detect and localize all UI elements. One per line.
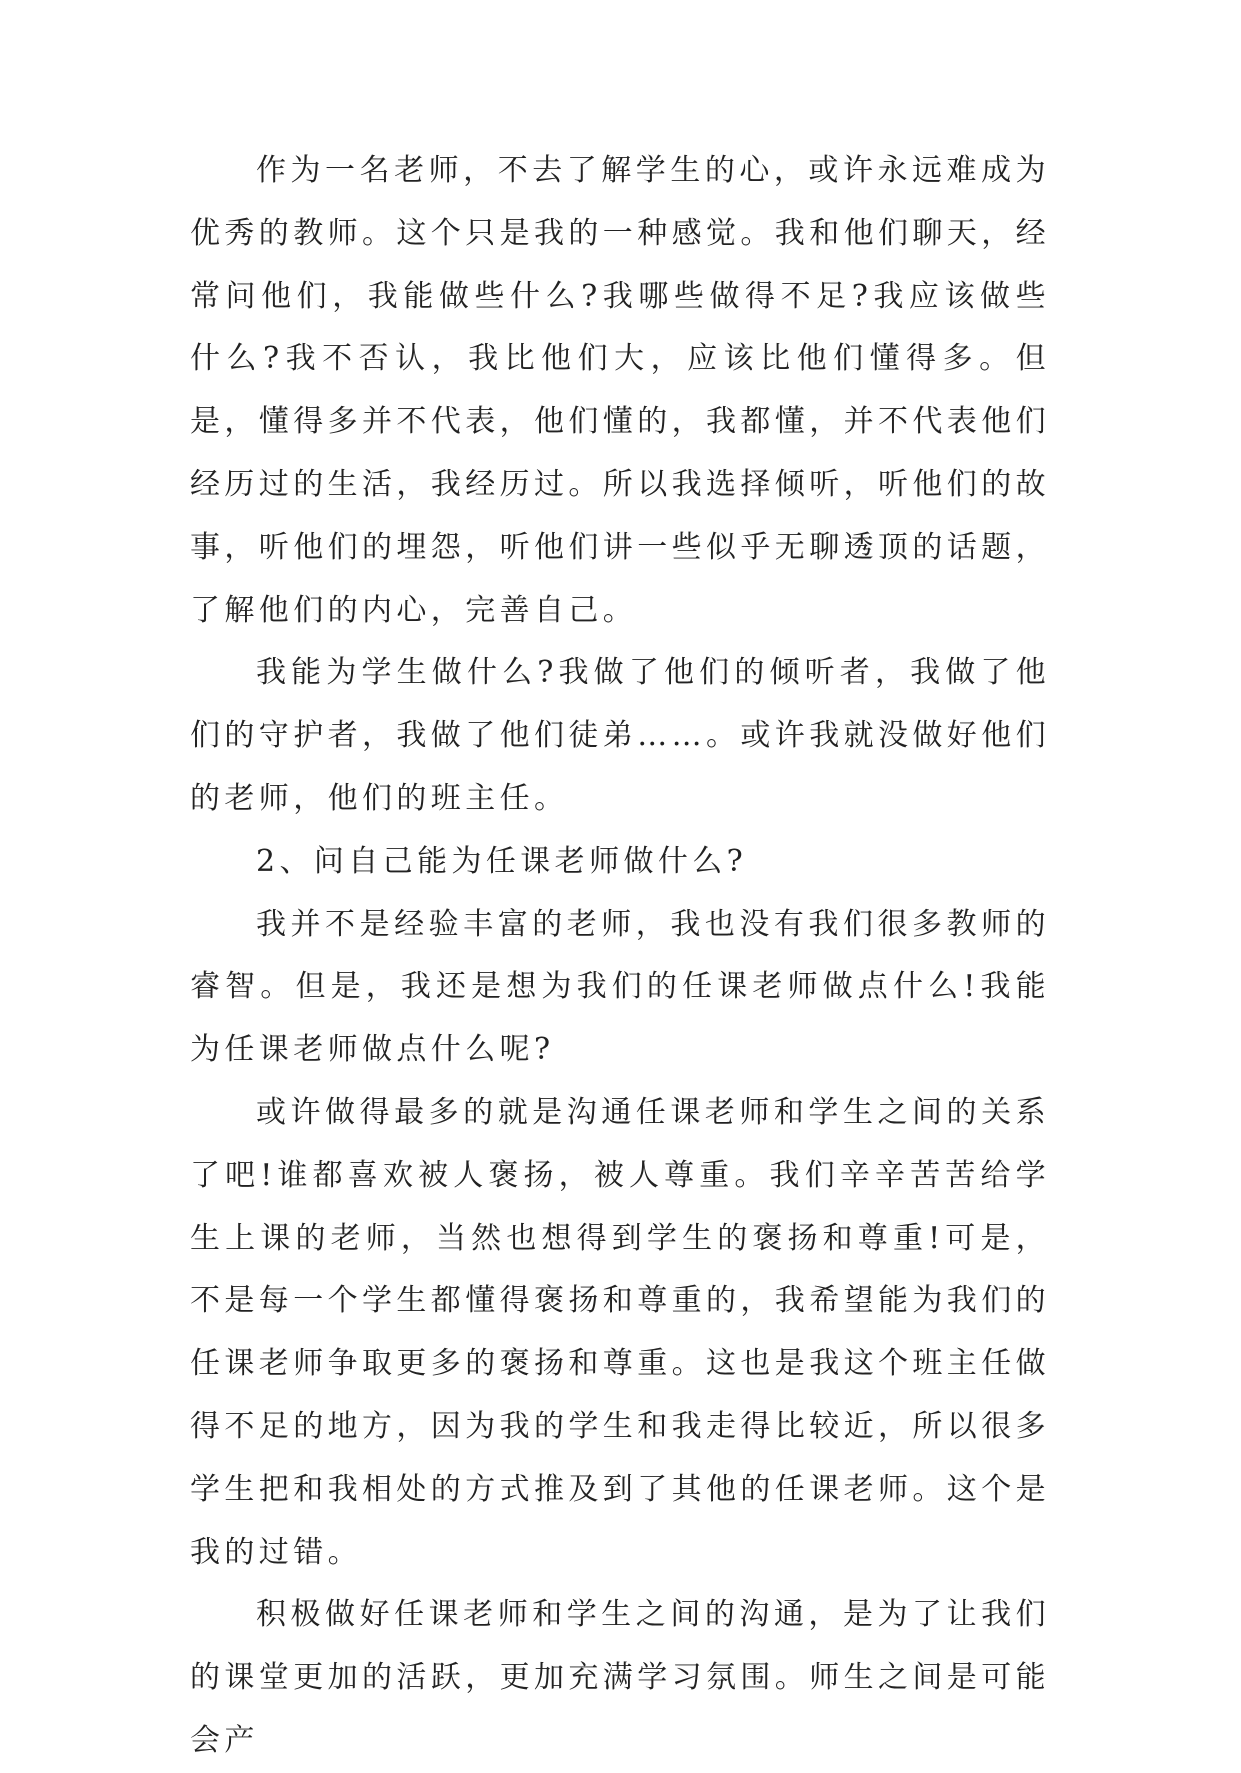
paragraph-1: 作为一名老师，不去了解学生的心，或许永远难成为优秀的教师。这个只是我的一种感觉。我和他们聊天，经常问他们，我能做些什么?我哪些做得不足?我应该做些什么?我不否认，我比他们大，应该比他们懂得多。但是，懂得多并不代表，他们懂的，我都懂，并不代表他们经历过的生活，我经历过。所以我选择倾听，听他们的故事，听他们的埋怨，听他们讲一些似乎无聊透顶的话题，了解他们的内心，完善自己。: [190, 153, 1050, 628]
paragraph-5: 积极做好任课老师和学生之间的沟通，是为了让我们的课堂更加的活跃，更加充满学习氛围。师生之间是可能会产: [190, 1597, 1050, 1758]
section-heading: 2、问自己能为任课老师做什么?: [256, 843, 748, 879]
paragraph-2: 我能为学生做什么?我做了他们的倾听者，我做了他们的守护者，我做了他们徒弟……。或许我就没做好他们的老师，他们的班主任。: [190, 655, 1050, 816]
paragraph-3: 我并不是经验丰富的老师，我也没有我们很多教师的睿智。但是，我还是想为我们的任课老师做点什么!我能为任课老师做点什么呢?: [190, 906, 1050, 1068]
document-page: [190, 140, 1050, 1773]
paragraph-4: 或许做得最多的就是沟通任课老师和学生之间的关系了吧!谁都喜欢被人褒扬，被人尊重。我们辛辛苦苦给学生上课的老师，当然也想得到学生的褒扬和尊重!可是，不是每一个学生都懂得褒扬和尊重的，我希望能为我们的任课老师争取更多的褒扬和尊重。这也是我这个班主任做得不足的地方，因为我的学生和我走得比较近，所以很多学生把和我相处的方式推及到了其他的任课老师。这个是我的过错。: [190, 1094, 1050, 1570]
